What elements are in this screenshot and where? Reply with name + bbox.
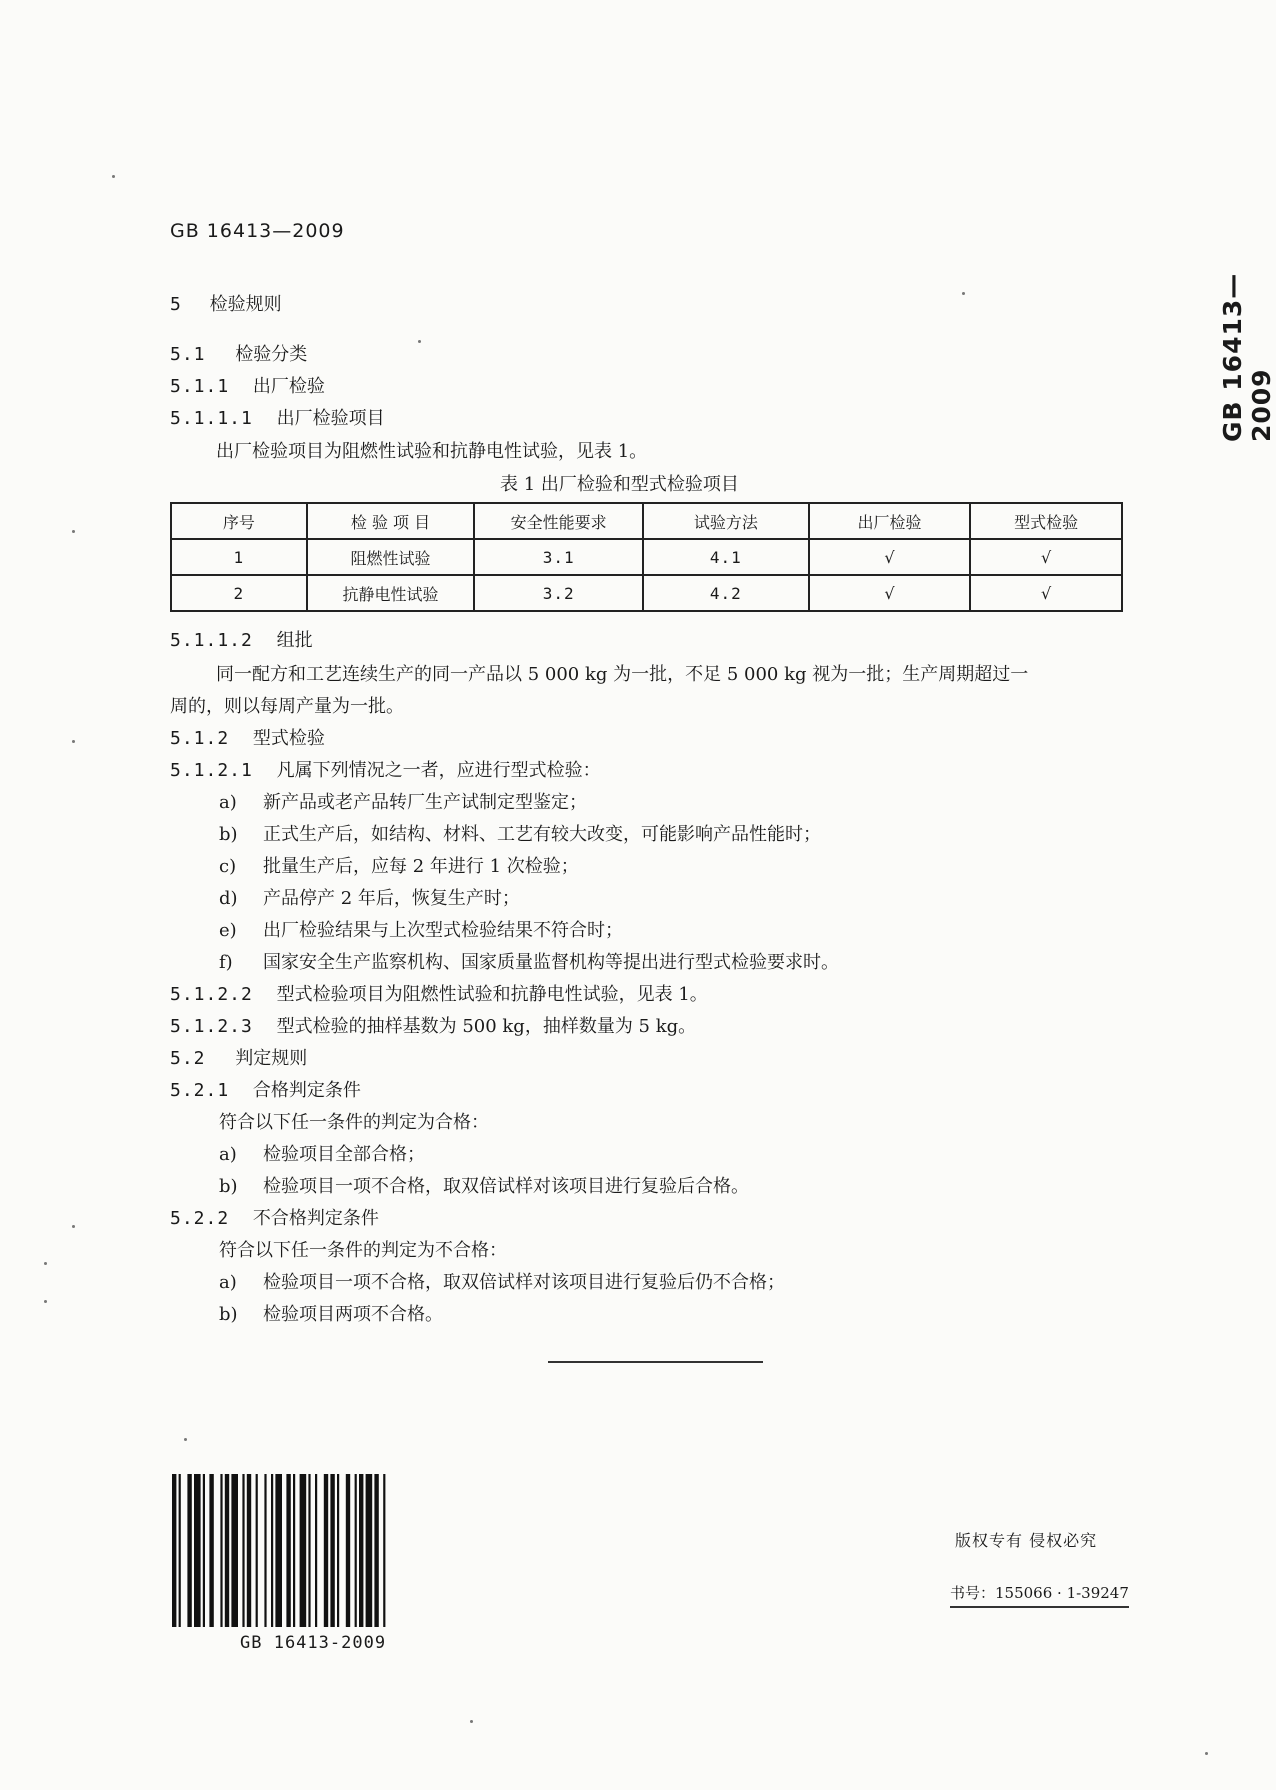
section-title: 组批: [276, 630, 313, 651]
section-number: 5.2: [170, 1048, 206, 1069]
list-item-text: 检验项目两项不合格。: [263, 1304, 443, 1325]
section-5-2-2: [170, 1204, 379, 1230]
list-item: [219, 1172, 749, 1198]
table-cell: 4.1: [643, 539, 809, 575]
list-item-text: 检验项目一项不合格，取双倍试样对该项目进行复验后仍不合格；: [263, 1272, 785, 1293]
table-cell-check: √: [970, 575, 1122, 611]
barcode-icon: [172, 1474, 454, 1627]
scan-speck: [72, 1225, 75, 1228]
section-number: 5.1.2.2: [170, 984, 253, 1005]
side-standard-code: GB 16413—2009: [1218, 272, 1276, 442]
list-item-label: c): [219, 856, 237, 877]
table-cell: 1: [171, 539, 307, 575]
section-5-1-1: [170, 372, 325, 398]
section-5-1-2-3: [170, 1012, 696, 1038]
section-5-1-2-2: [170, 980, 708, 1006]
table-header-cell: 出厂检验: [809, 503, 971, 539]
list-item-label: b): [219, 1304, 238, 1325]
table-cell-check: √: [970, 539, 1122, 575]
section-number: 5: [170, 294, 182, 315]
section-5-1-1-1: [170, 404, 385, 430]
list-item-text: 批量生产后，应每 2 年进行 1 次检验；: [263, 856, 579, 877]
list-item-label: b): [219, 824, 238, 845]
list-item: [219, 1140, 425, 1166]
list-item-text: 产品停产 2 年后，恢复生产时；: [263, 888, 520, 909]
table-cell: 3.2: [474, 575, 643, 611]
table-cell: 抗静电性试验: [307, 575, 475, 611]
section-title: 判定规则: [235, 1048, 308, 1069]
section-number: 5.1.2.3: [170, 1016, 253, 1037]
section-number: 5.1.1: [170, 376, 230, 397]
section-title: 检验分类: [235, 344, 308, 365]
scan-speck: [72, 740, 75, 743]
section-number: 5.1.2: [170, 728, 230, 749]
list-item-label: d): [219, 888, 238, 909]
book-number: 书号：155066 · 1-39247: [950, 1582, 1129, 1608]
list-item-text: 检验项目全部合格；: [263, 1144, 425, 1165]
table-cell-check: √: [809, 539, 971, 575]
end-rule: [548, 1361, 763, 1363]
scan-speck: [470, 1720, 473, 1723]
table-header-cell: 安全性能要求: [474, 503, 643, 539]
list-item-text: 检验项目一项不合格，取双倍试样对该项目进行复验后合格。: [263, 1176, 749, 1197]
list-item-text: 国家安全生产监察机构、国家质量监督机构等提出进行型式检验要求时。: [263, 952, 839, 973]
section-title: 检验规则: [209, 294, 282, 315]
section-number: 5.2.2: [170, 1208, 230, 1229]
table-header-cell: 检 验 项 目: [307, 503, 475, 539]
section-number: 5.1.1.1: [170, 408, 253, 429]
section-title: 出厂检验项目: [276, 408, 385, 429]
scan-speck: [44, 1262, 47, 1265]
section-title: 出厂检验: [252, 376, 325, 397]
list-item: [219, 916, 623, 942]
inspection-items-table: [170, 502, 1123, 612]
scan-speck: [418, 340, 421, 343]
section-title: 凡属下列情况之一者，应进行型式检验：: [276, 760, 601, 781]
section-title: 不合格判定条件: [252, 1208, 379, 1229]
barcode-number: GB 16413-2009: [240, 1633, 387, 1653]
table-header-cell: 型式检验: [970, 503, 1122, 539]
table-row: [171, 539, 1122, 575]
batch-paragraph-line-2: 周的，则以每周产量为一批。: [170, 696, 404, 717]
list-item-label: a): [219, 1144, 237, 1165]
list-item: [219, 884, 520, 910]
list-item-label: e): [219, 920, 237, 941]
list-item-label: a): [219, 792, 237, 813]
scan-speck: [112, 175, 115, 178]
list-item: [219, 788, 587, 814]
scan-speck: [184, 1438, 187, 1441]
table-header-cell: 序号: [171, 503, 307, 539]
list-item-label: f): [219, 952, 233, 973]
pass-intro: 符合以下任一条件的判定为合格：: [219, 1112, 489, 1133]
section-number: 5.2.1: [170, 1080, 230, 1101]
section-5: [170, 290, 282, 316]
table-cell: 2: [171, 575, 307, 611]
list-item: [219, 820, 821, 846]
section-5-1-2-1: [170, 756, 601, 782]
list-item: [219, 1300, 443, 1326]
list-item-label: b): [219, 1176, 238, 1197]
section-number: 5.1.1.2: [170, 630, 253, 651]
table-cell: 阻燃性试验: [307, 539, 475, 575]
section-5-2: [170, 1044, 307, 1070]
section-title: 型式检验项目为阻燃性试验和抗静电性试验，见表 1。: [276, 984, 708, 1005]
section-5-1-1-2: [170, 626, 313, 652]
batch-paragraph-line-1: 同一配方和工艺连续生产的同一产品以 5 000 kg 为一批，不足 5 000 kg 视为一批；生产周期超过一: [216, 664, 1029, 685]
header-standard-code: GB 16413—2009: [170, 220, 345, 242]
table-header-cell: 试验方法: [643, 503, 809, 539]
fail-intro: 符合以下任一条件的判定为不合格：: [219, 1240, 507, 1261]
list-item: [219, 948, 839, 974]
copyright-notice: 版权专有 侵权必究: [955, 1531, 1098, 1550]
section-5-1-2: [170, 724, 325, 750]
section-5-1: [170, 340, 307, 366]
section-number: 5.1: [170, 344, 206, 365]
scan-speck: [44, 1300, 47, 1303]
table-cell: 3.1: [474, 539, 643, 575]
table-cell: 4.2: [643, 575, 809, 611]
list-item: [219, 852, 579, 878]
factory-inspection-paragraph: 出厂检验项目为阻燃性试验和抗静电性试验，见表 1。: [216, 441, 648, 462]
section-number: 5.1.2.1: [170, 760, 253, 781]
scan-speck: [1205, 1752, 1208, 1755]
list-item-label: a): [219, 1272, 237, 1293]
table-row: [171, 575, 1122, 611]
section-title: 型式检验: [252, 728, 325, 749]
section-title: 合格判定条件: [252, 1080, 361, 1101]
list-item-text: 正式生产后，如结构、材料、工艺有较大改变，可能影响产品性能时；: [263, 824, 821, 845]
table-caption: 表 1 出厂检验和型式检验项目: [500, 474, 739, 495]
list-item-text: 出厂检验结果与上次型式检验结果不符合时；: [263, 920, 623, 941]
table-cell-check: √: [809, 575, 971, 611]
table-header-row: [171, 503, 1122, 539]
list-item: [219, 1268, 785, 1294]
section-5-2-1: [170, 1076, 361, 1102]
scan-speck: [72, 530, 75, 533]
section-title: 型式检验的抽样基数为 500 kg，抽样数量为 5 kg。: [276, 1016, 697, 1037]
list-item-text: 新产品或老产品转厂生产试制定型鉴定；: [263, 792, 587, 813]
scan-speck: [962, 292, 965, 295]
